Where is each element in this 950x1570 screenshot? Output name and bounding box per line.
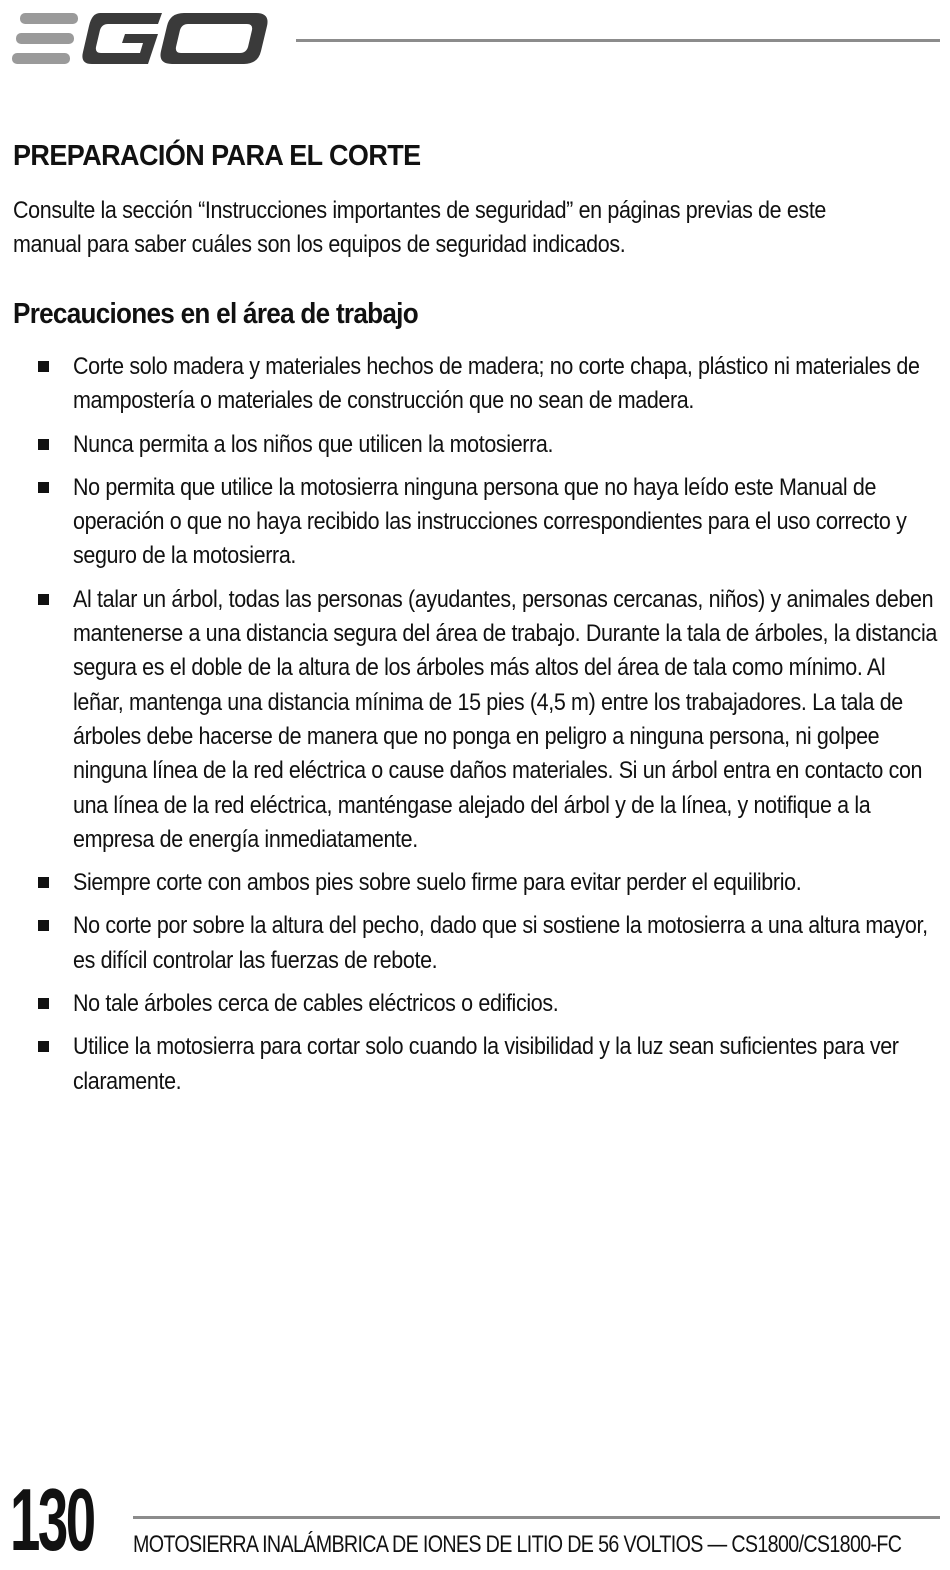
list-item [0, 909, 950, 978]
subsection-title: Precauciones en el área de trabajo [13, 298, 418, 330]
section-title: PREPARACIÓN PARA EL CORTE [13, 140, 421, 172]
list-item [0, 471, 950, 574]
list-item-text: Utilice la motosierra para cortar solo cuando la visibilidad y la luz sean suficientes para ver claramente. [73, 1033, 899, 1095]
list-item [0, 350, 950, 419]
logo-bar-top [20, 13, 78, 24]
header-rule [296, 39, 940, 42]
list-item-text: Corte solo madera y materiales hechos de madera; no corte chapa, plástico ni materiales de mampostería o materiales de construcción que no sean de madera. [73, 353, 920, 415]
bullet-square-icon [38, 998, 49, 1009]
precautions-list [0, 350, 950, 1108]
section-intro: Consulte la sección “Instrucciones importantes de seguridad” en páginas previas de este manual para saber cuáles son los equipos de seguridad indicados. [13, 197, 827, 258]
list-item [0, 1030, 950, 1099]
ego-logo [12, 10, 272, 70]
bullet-square-icon [38, 482, 49, 493]
logo-bar-bottom [12, 53, 70, 64]
logo-letter-g [82, 13, 162, 64]
page-number: 130 [10, 1470, 94, 1569]
list-item [0, 866, 950, 900]
bullet-square-icon [38, 361, 49, 372]
list-item [0, 987, 950, 1021]
footer-product-title: MOTOSIERRA INALÁMBRICA DE IONES DE LITIO DE 56 VOLTIOS — CS1800/CS1800-FC [133, 1531, 902, 1558]
list-item-text: No tale árboles cerca de cables eléctricos o edificios. [73, 990, 559, 1018]
list-item [0, 583, 950, 857]
list-item [0, 428, 950, 462]
bullet-square-icon [38, 1041, 49, 1052]
footer-rule [133, 1516, 940, 1519]
list-item-text: Siempre corte con ambos pies sobre suelo firme para evitar perder el equilibrio. [73, 869, 802, 897]
logo-bar-middle [16, 33, 74, 44]
bullet-square-icon [38, 877, 49, 888]
list-item-text: No corte por sobre la altura del pecho, dado que si sostiene la motosierra a una altura mayor, es difícil controlar las fuerzas de rebote. [73, 912, 928, 974]
bullet-square-icon [38, 439, 49, 450]
list-item-text: Al talar un árbol, todas las personas (ayudantes, personas cercanas, niños) y animales deben mantenerse a una distancia segura del área de trabajo. Durante la tala de árboles, la distancia segura es el doble de la altura de los árboles más altos del área de tala como mínimo. Al leñar, mantenga una distancia mínima de 15 pies (4,5 m) entre los trabajadores. La tala de árboles debe hacerse de manera que no ponga en peligro a ninguna persona, ni golpee ninguna línea de la red eléctrica o cause daños materiales. Si un árbol entra en contacto con una línea de la red eléctrica, manténgase alejado del árbol y de la línea, y notifique a la empresa de energía inmediatamente. [73, 585, 937, 853]
bullet-square-icon [38, 594, 49, 605]
list-item-text: No permita que utilice la motosierra ninguna persona que no haya leído este Manual de operación o que no haya recibido las instrucciones correspondientes para el uso correcto y seguro de la motosierra. [73, 473, 907, 570]
bullet-square-icon [38, 920, 49, 931]
list-item-text: Nunca permita a los niños que utilicen la motosierra. [73, 430, 554, 458]
logo-letter-o [160, 13, 267, 64]
